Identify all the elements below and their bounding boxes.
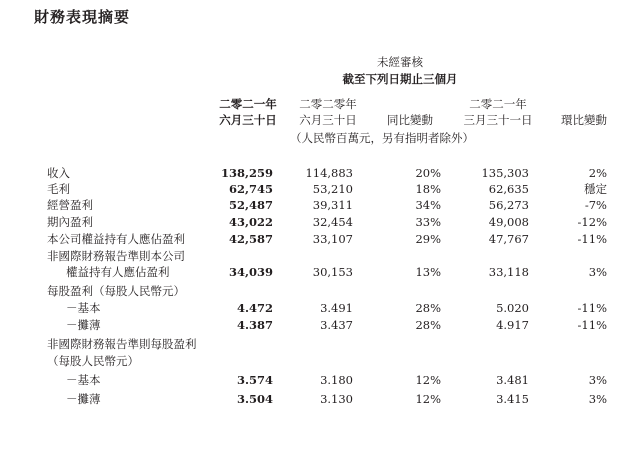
value-cell: 62,635 <box>488 182 529 196</box>
value-cell: 47,767 <box>488 232 529 246</box>
value-cell: 3.574 <box>236 373 273 387</box>
value-cell: 138,259 <box>220 166 273 180</box>
value-cell: 29% <box>415 232 441 246</box>
value-cell: 3.481 <box>496 373 529 387</box>
value-cell: 39,311 <box>312 198 353 212</box>
row-label: 非國際財務報告準則每股盈利 <box>47 337 197 351</box>
value-cell: -7% <box>584 198 607 212</box>
col4-year: 二零二一年 <box>469 97 527 111</box>
table-row <box>0 248 641 265</box>
value-cell: 62,745 <box>228 182 273 196</box>
value-cell: 12% <box>415 392 441 406</box>
value-cell: 3.180 <box>320 373 353 387</box>
value-cell: 34% <box>415 198 441 212</box>
row-label: －基本 <box>66 373 101 387</box>
col3-header: 同比變動 <box>387 113 433 127</box>
value-cell: -12% <box>577 215 607 229</box>
value-cell: 42,587 <box>228 232 273 246</box>
currency-note: （人民幣百萬元，另有指明者除外） <box>290 131 474 145</box>
table-row <box>0 165 641 182</box>
table-row <box>0 181 641 198</box>
table-row <box>0 197 641 214</box>
row-label: 每股盈利（每股人民幣元） <box>47 284 185 298</box>
col2-year: 二零二零年 <box>299 97 357 111</box>
value-cell: -11% <box>577 301 607 315</box>
unaudited-label: 未經審核 <box>377 55 423 69</box>
value-cell: 5.020 <box>496 301 529 315</box>
value-cell: 53,210 <box>312 182 353 196</box>
col1-year: 二零二一年 <box>219 97 277 111</box>
value-cell: 3.130 <box>320 392 353 406</box>
value-cell: 4.387 <box>236 318 273 332</box>
value-cell: 3% <box>588 373 607 387</box>
table-row <box>0 283 641 300</box>
row-label: 權益持有人應佔盈利 <box>66 265 170 279</box>
row-label: 收入 <box>47 166 70 180</box>
table-row <box>0 231 641 248</box>
period-caption: 截至下列日期止三個月 <box>342 72 458 86</box>
value-cell: 33,118 <box>488 265 529 279</box>
value-cell: 28% <box>415 301 441 315</box>
value-cell: -11% <box>577 232 607 246</box>
table-row <box>0 372 641 389</box>
value-cell: 13% <box>415 265 441 279</box>
value-cell: 34,039 <box>228 265 273 279</box>
table-row <box>0 317 641 334</box>
col1-date: 六月三十日 <box>219 113 277 127</box>
value-cell: 穩定 <box>584 182 607 196</box>
table-row <box>0 264 641 281</box>
value-cell: 114,883 <box>305 166 353 180</box>
row-label: 非國際財務報告準則本公司 <box>47 249 185 263</box>
row-label: 毛利 <box>47 182 70 196</box>
value-cell: 4.472 <box>236 301 273 315</box>
value-cell: 2% <box>588 166 607 180</box>
value-cell: 32,454 <box>312 215 353 229</box>
col5-header: 環比變動 <box>561 113 607 127</box>
row-label: 期內盈利 <box>47 215 93 229</box>
table-row <box>0 391 641 408</box>
value-cell: 28% <box>415 318 441 332</box>
row-label: －攤薄 <box>66 318 101 332</box>
row-label: －攤薄 <box>66 392 101 406</box>
row-label: －基本 <box>66 301 101 315</box>
value-cell: 3.437 <box>320 318 353 332</box>
value-cell: 4.917 <box>496 318 529 332</box>
value-cell: 135,303 <box>481 166 529 180</box>
row-label: 經營盈利 <box>47 198 93 212</box>
value-cell: 33% <box>415 215 441 229</box>
table-row <box>0 300 641 317</box>
value-cell: 18% <box>415 182 441 196</box>
value-cell: 3% <box>588 265 607 279</box>
value-cell: 20% <box>415 166 441 180</box>
value-cell: 3% <box>588 392 607 406</box>
value-cell: -11% <box>577 318 607 332</box>
table-row <box>0 353 641 370</box>
row-label: 本公司權益持有人應佔盈利 <box>47 232 185 246</box>
col4-date: 三月三十一日 <box>463 113 533 127</box>
row-label: （每股人民幣元） <box>47 354 139 368</box>
value-cell: 3.491 <box>320 301 353 315</box>
value-cell: 3.504 <box>236 392 273 406</box>
value-cell: 56,273 <box>488 198 529 212</box>
value-cell: 49,008 <box>488 215 529 229</box>
value-cell: 43,022 <box>228 215 273 229</box>
table-row <box>0 214 641 231</box>
value-cell: 30,153 <box>312 265 353 279</box>
page-title: 財務表現摘要 <box>34 8 131 26</box>
value-cell: 33,107 <box>312 232 353 246</box>
table-row <box>0 336 641 353</box>
col2-date: 六月三十日 <box>299 113 357 127</box>
value-cell: 12% <box>415 373 441 387</box>
value-cell: 52,487 <box>228 198 273 212</box>
value-cell: 3.415 <box>496 392 529 406</box>
